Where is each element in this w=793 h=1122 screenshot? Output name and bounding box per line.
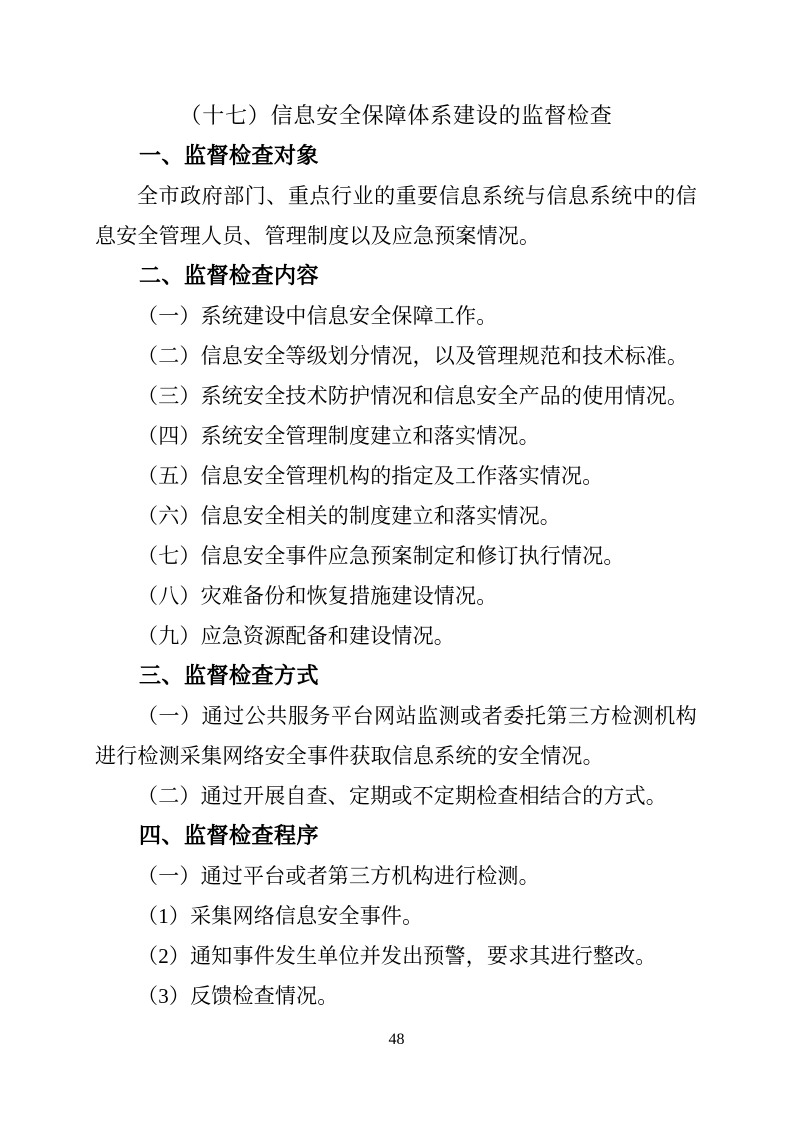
paragraph: 全市政府部门、重点行业的重要信息系统与信息系统中的信息安全管理人员、管理制度以及应急预案情况。 <box>95 184 697 248</box>
section-heading: 四、监督检查程序 <box>139 823 320 848</box>
list-item: （三）系统安全技术防护情况和信息安全产品的使用情况。 <box>137 384 689 408</box>
section-inspection-methods <box>95 656 697 816</box>
list-item: （六）信息安全相关的制度建立和落实情况。 <box>137 504 561 528</box>
section-heading: 三、监督检查方式 <box>139 663 320 688</box>
list-item: （一）系统建设中信息安全保障工作。 <box>137 304 498 328</box>
page-number: 48 <box>388 1031 405 1048</box>
page-title: （十七）信息安全保障体系建设的监督检查 <box>179 103 613 128</box>
list-item: （九）应急资源配备和建设情况。 <box>137 624 455 648</box>
section-inspection-procedure <box>95 816 697 1016</box>
list-item: （二）信息安全等级划分情况，以及管理规范和技术标准。 <box>137 344 689 368</box>
section-inspection-content <box>95 256 697 656</box>
list-item: （八）灾难备份和恢复措施建设情况。 <box>137 584 498 608</box>
section-inspection-targets <box>95 136 697 256</box>
list-item: （四）系统安全管理制度建立和落实情况。 <box>137 424 540 448</box>
list-item: （五）信息安全管理机构的指定及工作落实情况。 <box>137 464 604 488</box>
list-item: （2）通知事件发生单位并发出预警，要求其进行整改。 <box>137 944 657 968</box>
list-item: （七）信息安全事件应急预案制定和修订执行情况。 <box>137 544 625 568</box>
list-item: （1）采集网络信息安全事件。 <box>137 904 424 928</box>
list-item: （二）通过开展自查、定期或不定期检查相结合的方式。 <box>137 784 667 808</box>
list-item: （3）反馈检查情况。 <box>137 984 339 1008</box>
list-item: （一）通过公共服务平台网站监测或者委托第三方检测机构进行检测采集网络安全事件获取信息系统的安全情况。 <box>95 704 697 768</box>
section-heading: 二、监督检查内容 <box>139 263 320 288</box>
list-item: （一）通过平台或者第三方机构进行检测。 <box>137 864 540 888</box>
section-heading: 一、监督检查对象 <box>139 143 320 168</box>
